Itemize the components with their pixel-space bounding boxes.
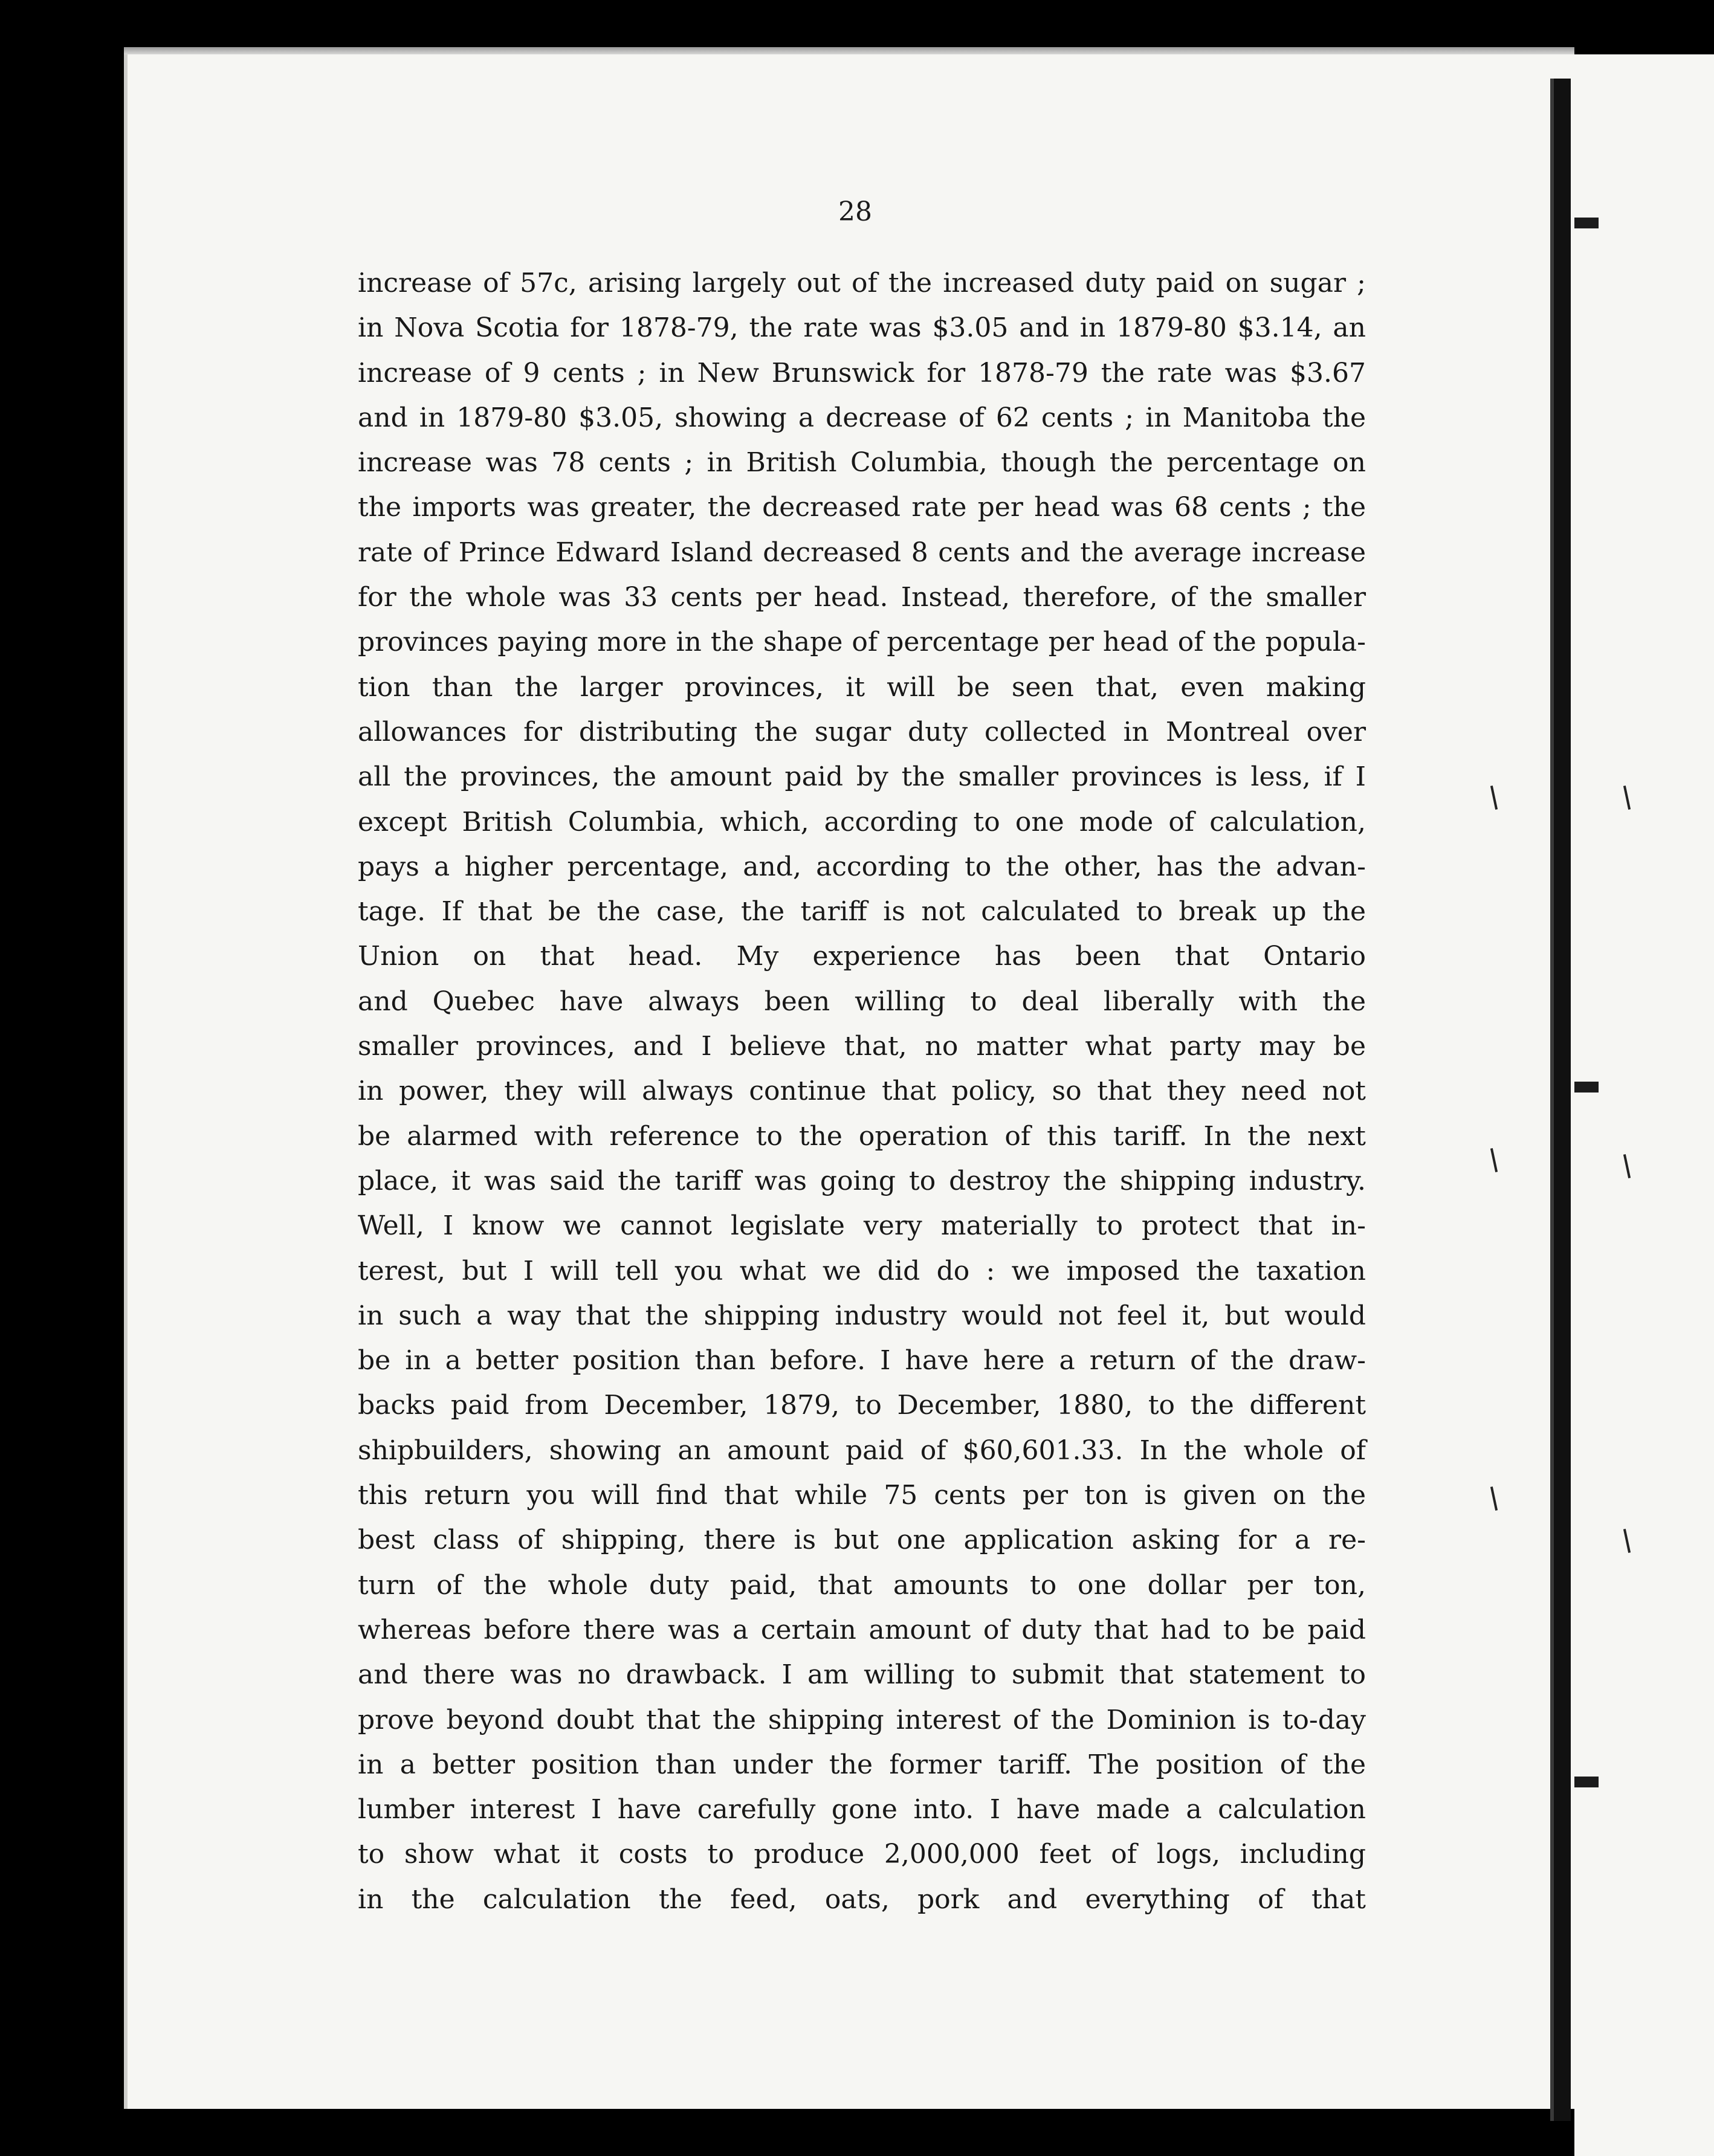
text-line: turn of the whole duty paid, that amounts to one dollar per ton, <box>358 1569 1366 1601</box>
facing-page-strip <box>1574 54 1714 2156</box>
text-line: lumber interest I have carefully gone into. I have made a calculation <box>358 1794 1366 1825</box>
text-line: backs paid from December, 1879, to December, 1880, to the different <box>358 1390 1366 1421</box>
text-line: and in 1879-80 $3.05, showing a decrease of 62 cents ; in Manitoba the <box>358 402 1366 433</box>
stitch-mark <box>1623 786 1631 810</box>
binding-thread <box>1574 1082 1599 1093</box>
body-text <box>358 261 1366 1922</box>
text-line: for the whole was 33 cents per head. Instead, therefore, of the smaller <box>358 582 1366 613</box>
text-line: increase of 57c, arising largely out of the increased duty paid on sugar ; <box>358 268 1366 299</box>
text-line: in a better position than under the former tariff. The position of the <box>358 1749 1366 1780</box>
text-line: best class of shipping, there is but one application asking for a re- <box>358 1525 1366 1556</box>
text-line: smaller provinces, and I believe that, no matter what party may be <box>358 1031 1366 1062</box>
text-line: tion than the larger provinces, it will be seen that, even making <box>358 671 1366 703</box>
text-line: increase was 78 cents ; in British Columbia, though the percentage on <box>358 447 1366 479</box>
text-line: whereas before there was a certain amount of duty that had to be paid <box>358 1614 1366 1645</box>
text-line: be alarmed with reference to the operation of this tariff. In the next <box>358 1120 1366 1152</box>
stitch-mark <box>1623 1529 1631 1553</box>
stitch-mark <box>1623 1154 1631 1178</box>
text-line: and Quebec have always been willing to deal liberally with the <box>358 986 1366 1017</box>
page-left-edge <box>124 54 128 2109</box>
text-line: except British Columbia, which, according to one mode of calculation, <box>358 806 1366 838</box>
text-line: rate of Prince Edward Island decreased 8 cents and the average increase <box>358 537 1366 568</box>
text-line: and there was no drawback. I am willing to submit that statement to <box>358 1659 1366 1691</box>
text-line: shipbuilders, showing an amount paid of $60,601.33. In the whole of <box>358 1435 1366 1466</box>
text-line: in the calculation the feed, oats, pork and everything of that <box>358 1883 1366 1915</box>
text-line: prove beyond doubt that the shipping interest of the Dominion is to-day <box>358 1704 1366 1735</box>
text-line: in power, they will always continue that policy, so that they need not <box>358 1076 1366 1107</box>
text-line: all the provinces, the amount paid by the smaller provinces is less, if I <box>358 761 1366 793</box>
page-number: 28 <box>838 196 872 227</box>
text-line: increase of 9 cents ; in New Brunswick for 1878-79 the rate was $3.67 <box>358 357 1366 389</box>
text-line: this return you will find that while 75 cents per ton is given on the <box>358 1480 1366 1511</box>
text-line: place, it was said the tariff was going to destroy the shipping industry. <box>358 1165 1366 1196</box>
text-line: in Nova Scotia for 1878-79, the rate was $3.05 and in 1879-80 $3.14, an <box>358 312 1366 344</box>
text-line: tage. If that be the case, the tariff is not calculated to break up the <box>358 896 1366 928</box>
text-line: Well, I know we cannot legislate very materially to protect that in- <box>358 1210 1366 1242</box>
text-line: the imports was greater, the decreased rate per head was 68 cents ; the <box>358 492 1366 523</box>
text-line: pays a higher percentage, and, according to the other, has the advan- <box>358 851 1366 882</box>
text-line: allowances for distributing the sugar duty collected in Montreal over <box>358 716 1366 747</box>
text-line: terest, but I will tell you what we did do : we imposed the taxation <box>358 1255 1366 1286</box>
text-line: in such a way that the shipping industry would not feel it, but would <box>358 1300 1366 1331</box>
text-line: to show what it costs to produce 2,000,000 feet of logs, including <box>358 1839 1366 1870</box>
binding-thread <box>1574 1777 1599 1787</box>
text-line: be in a better position than before. I have here a return of the draw- <box>358 1345 1366 1377</box>
text-line: provinces paying more in the shape of percentage per head of the popula- <box>358 627 1366 658</box>
book-binding-spine <box>1550 79 1571 2121</box>
text-line: Union on that head. My experience has been that Ontario <box>358 941 1366 972</box>
